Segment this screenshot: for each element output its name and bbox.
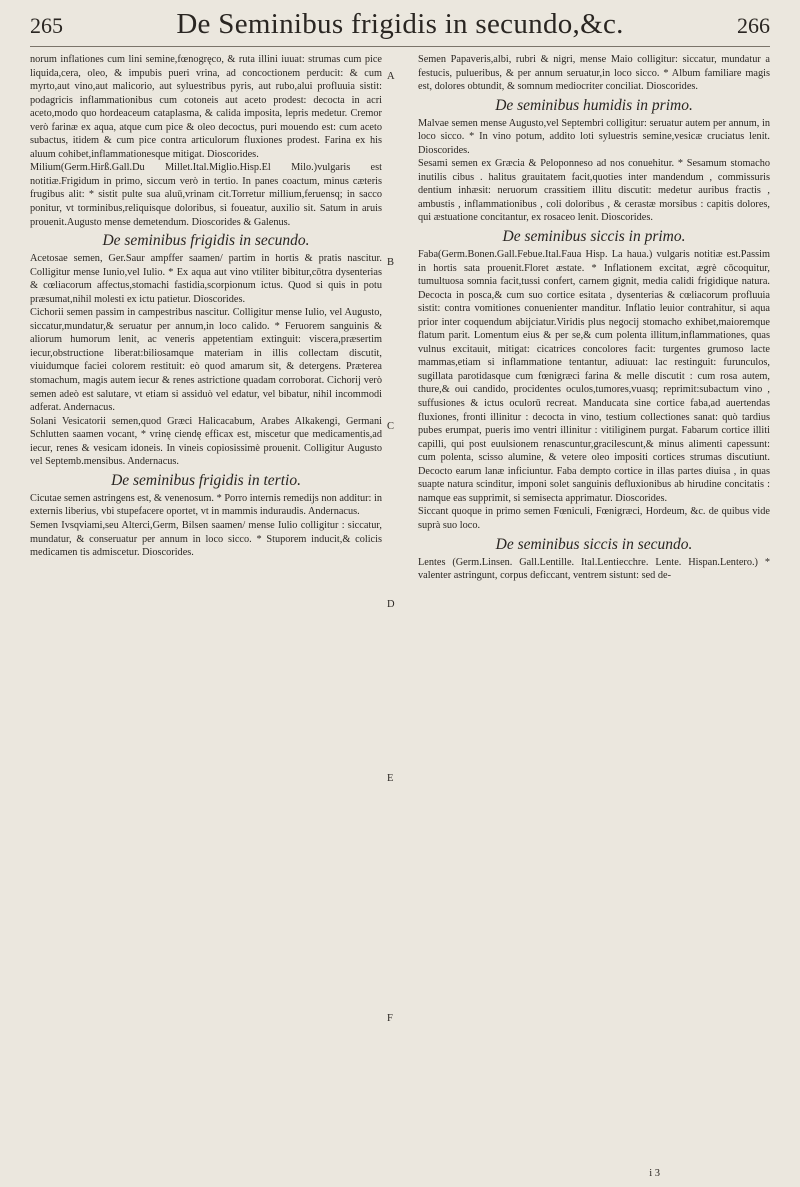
paragraph: Sesami semen ex Græcia & Peloponnesо ad nos conuehitur. * Sesamum stomacho inutilis cibus . halitus grauitatem facit,quoties inter mandendum , commissuris dentium inhæsit: neruorum crassitiem illitu discutit: medetur auribus fractis , ambustis , inflammationibus , coli doloribus , & cerastæ morsibus : capitis dolores, qui æstuatione concitantur, ex rosaceo lenit. Dioscorides. [418, 158, 770, 224]
paragraph: Acetosae semen, Ger.Saur ampffer saamen/ partim in hortis & pratis nascitur. Colligitur mense Iunio,vel Iulio. * Ex aqua aut vino vtiliter bibitur,cōtra dysenterias & cœliacorum affectus,stomachi fastidia,scorpionum ictus. Quod si quis in potu præsumat,nihil molesti ex ictu patietur. Dioscorides. [30, 253, 382, 305]
section-heading: De seminibus siccis in secundo. [495, 535, 693, 553]
header-rule [30, 46, 770, 47]
margin-marker-d: D [387, 599, 395, 610]
margin-marker-c: C [387, 421, 395, 432]
section-heading: De seminibus siccis in primo. [502, 228, 686, 246]
paragraph: Faba(Germ.Bonen.Gall.Febue.Ital.Faua Hisp. La haua.) vulgaris notitiæ est.Passim in hortis sata prouenit.Floret æstate. * Inflationem excitat, ægrè cōcoquitur, tumultuosa somnia facit,tussi confert, carnem gignit, media calidi frigidique natura. Decocta in posca,& cum suo cortice esitata , dysenterias & cœliacorum profluuia sistit: contra vomitiones conuenienter manditur. Inflatio leuior contrahitur, si aqua prior inter coquendum abijciatur.Viridis plus negocij stomacho exhibet,maioremque flatum parit. Lomentum eius & per se,& cum polenta illitum,inflammationes, quas vulnus excitauit, mitigat: cicatrices concolores facit: turgentes grumoso lacte mammas,etiam si inflammatione tentantur, adiuuat: lac restinguit: furunculos, sugillata parotidasque cum fœnigræci farina & melle discutit : cum rosa autem, thure,& oui candido, procidentes oculos,tumores,vuasq; reprimit:subactum vino , suffusiones & ictus oculorū recreat. Manducata sine cortice faba,ad auertendas fluxiones, fronti illinitur : decocta in vino, testium collectiones sanat: quò tardius pubes erumpat, pueris imo ventri illinitur : vitiliginem purgat. Fabarum cortice illiti capilli, qui post euulsionem renascuntur,gracilescunt,& minus alimenti capessunt: cum polenta, scisso alumine, & vetere oleo impositi cortices strumas discutiunt. Decocto earum lanæ inficiuntur. Faba dempto cortice in illas partes diuisa , in quas suapte natura scinditur, imponi solet sanguinis defluxionibus ab hirudine concitatis : namque eas supprimit, si semisecta apprimatur. Dioscorides. [418, 249, 770, 504]
left-column [30, 53, 382, 583]
margin-marker-b: B [387, 257, 395, 268]
paragraph: norum inflationes cum lini semine,fœnogręco, & ruta illini iuuat: strumas cum pice liquida,cera, oleo, & impubis pueri vrina, ad concoctionem perducit: & cum myrto,aut vino,aut malicorio, aut syluestribus pyris, aut rubo,alui profluuia sistit: podagricis inflammationibus cum cotoneis aut aceto prodest: decocta in acri aceto,modo quo hordeaceum cataplasma, & calida imposita, lepris medetur. Cremor verò farinæ ex aqua, atque cum pice & oleo decoctus, puri mouendo est: cum aceto subactus, itidem & cum pice contra articulorum fluxiones prodest. Farina ex his aluum cohibet,inflammationesque mitigat. Dioscorides. [30, 54, 382, 160]
running-title: De Seminibus frigidis in secundo,&c. [176, 8, 624, 40]
section-heading: De seminibus frigidis in tertio. [111, 471, 301, 489]
paragraph: Semen Ivsqviami,seu Alterci,Germ, Bilsen saamen/ mense Iulio colligitur : siccatur, mundatur, & conseruatur per annum in loco sicco. * Stuporem inducit,& colicis medicamen tis admiscetur. Dioscorides. [30, 519, 382, 559]
paragraph: Cichorii semen passim in campestribus nascitur. Colligitur mense Iulio, vel Augusto, siccatur,mundatur,& seruatur per annum,in loco calido. * Feruorem sanguinis & aliorum humorum lenit, ac veneris appetentiam extinguit: viscera,præsertim iecur,obstructione liberat:biliosamque materiam in illis collectam discutit, viuidumque faciei colorem restituit: eò quod amarum sit, & detergens. Præterea stomachum, magis autem iecur & renes astrictione quadam corroborat. Cichorij verò semen adeò est salutare, vt etiam si assiduò vel edatur, vel bibatur, nihil incommodi adferat. Andernacus. [30, 307, 382, 414]
page-header [30, 8, 770, 44]
paragraph: Siccant quoque in primo semen Fœniculi, Fœnigræci, Hordeum, &c. de quibus vide suprà suo loco. [418, 506, 770, 531]
right-column [418, 53, 770, 583]
paragraph: Solani Vesicatorii semen,quod Græci Halicacabum, Arabes Alkakengi, Germani Schlutten saamen vocant, * vrinę ciendę efficax est, miscetur que medicamentis,ad iecur, renes & vesicam idoneis. In vineis copiosissimè prouenit. Colligitur Augusto vel Septemb.mensibus. Andernacus. [30, 415, 382, 468]
paragraph: Malvae semen mense Augusto,vel Septembri colligitur: seruatur autem per annum, in loco sicco. * In vino potum, addito loti syluestris semine,vesicæ cruciatus lenit. Dioscorides. [418, 117, 770, 156]
section-heading: De seminibus frigidis in secundo. [102, 232, 310, 250]
signature-mark: i 3 [649, 1168, 660, 1179]
paragraph: Milium(Germ.Hirß.Gall.Du Millet.Ital.Miglio.Hisp.El Milo.)vulgaris est notitiæ.Frigidum in primo, siccum verò in tertio. In panes coactum, minus cæteris frugibus alit: * sistit pulte sua aluū,vrinam cit.Torretur millium,feruensq; in sacco ponitur, vt torminibus,reliquisque doloribus, si foueatur, auxilio sit. Satum in aruis prouenit.Augusto mense demetendum. Dioscorides & Galenus. [30, 162, 382, 228]
paragraph: Semen Papaveris,albi, rubri & nigri, mense Maio colligitur: siccatur, mundatur a festucis, pulueribus, & per annum seruatur,in loco sicco. * Album familiare magis est, dolores obtundit, & somnum mediocriter conciliat. Dioscorides. [418, 54, 770, 93]
margin-marker-f: F [387, 1013, 393, 1024]
text-columns [30, 53, 770, 1024]
page-number-left: 265 [30, 13, 63, 38]
paragraph: Cicutae semen astringens est, & venenosum. * Porro internis remedijs non additur: in externis liberius, vbi stupefacere oportet, vt in mammis induraudis. Andernacus. [30, 492, 382, 518]
page-number-right: 266 [736, 13, 770, 38]
margin-marker-a: A [387, 71, 395, 82]
margin-marker-e: E [387, 773, 394, 784]
paragraph: Lentes (Germ.Linsen. Gall.Lentille. Ital.Lentiecchre. Lente. Hispan.Lentero.) * valenter astringunt, corpus deficcant, ventrem sistunt: sed de- [418, 556, 770, 582]
section-heading: De seminibus humidis in primo. [495, 96, 693, 114]
